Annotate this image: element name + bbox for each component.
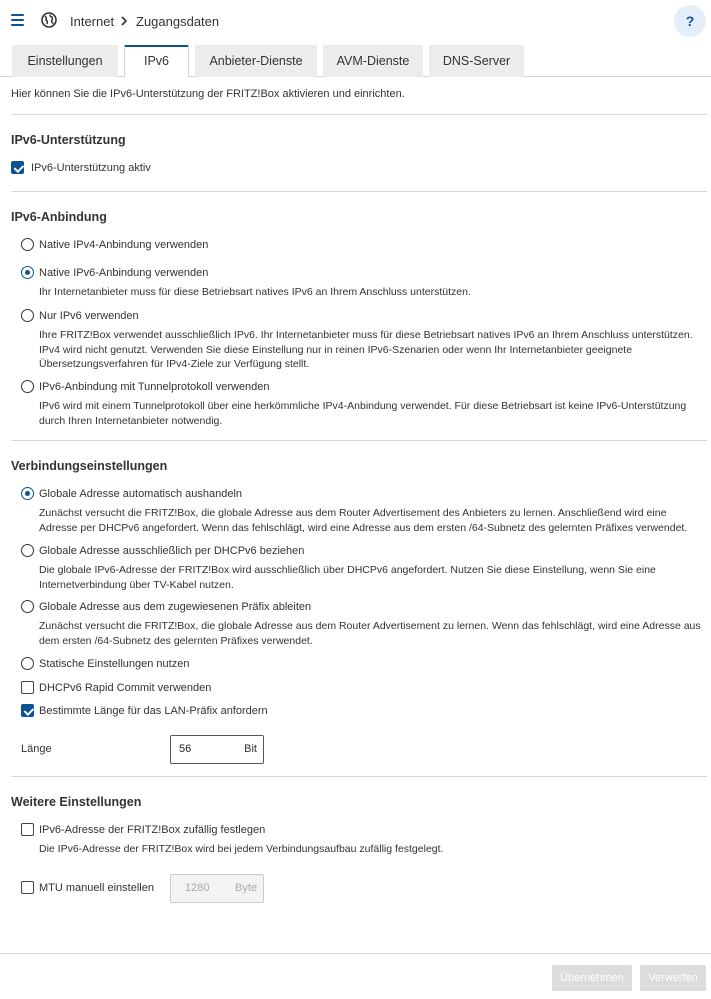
option-label: Globale Adresse aus dem zugewiesenen Präfix ableiten [39,601,312,613]
radio-button[interactable] [21,266,34,279]
mtu-checkbox[interactable] [21,881,34,894]
footer-divider [0,953,711,954]
option-label: Native IPv4-Anbindung verwenden [39,239,209,251]
apply-button[interactable]: Übernehmen [552,965,632,991]
radio-button[interactable] [21,657,34,670]
tab-ipv6[interactable]: IPv6 [124,45,189,78]
tab-dns-server[interactable]: DNS-Server [429,45,524,77]
mtu-unit: Byte [234,882,257,894]
length-unit: Bit [244,743,257,755]
rapid-commit-label: DHCPv6 Rapid Commit verwenden [39,682,212,694]
section-title-verbindung: Verbindungseinstellungen [11,459,168,473]
radio-button[interactable] [21,544,34,557]
top-bar [0,0,711,44]
section-title-weitere: Weitere Einstellungen [11,795,142,809]
mtu-value: 1280 [185,882,210,894]
radio-button[interactable] [21,600,34,613]
length-value: 56 [179,743,192,755]
menu-icon[interactable] [11,14,24,26]
tab-avm-dienste[interactable]: AVM-Dienste [323,45,423,77]
random-address-label: IPv6-Adresse der FRITZ!Box zufällig festlegen [39,824,266,836]
prefix-length-label: Bestimmte Länge für das LAN-Präfix anfordern [39,705,268,717]
option-label: Nur IPv6 verwenden [39,310,139,322]
option-description: Ihre FRITZ!Box verwendet ausschließlich IPv6. Ihr Internetanbieter muss für diese Betriebsart natives IPv6 an Ihrem Anschluss unterstützen. IPv4 wird nicht genutzt. Verwenden Sie diese Einstellung nur in reinen IPv6-Szenarien oder wenn Ihr Internetanbieter geeignete Übersetzungsverfahren für IPv4-Ziele zur Verfügung stellt. [39,329,693,370]
breadcrumb-internet[interactable]: Internet [70,14,115,29]
option-label: Globale Adresse automatisch aushandeln [39,488,243,500]
option-label: IPv6-Anbindung mit Tunnelprotokoll verwenden [39,381,270,393]
chevron-right-icon [119,14,129,28]
length-input[interactable] [170,735,264,764]
discard-button[interactable]: Verwerfen [640,965,706,991]
support-checkbox-label: IPv6-Unterstützung aktiv [31,162,151,174]
section-title-support: IPv6-Unterstützung [11,133,126,147]
tab-bar [0,45,711,77]
mtu-label: MTU manuell einstellen [39,882,154,894]
random-address-checkbox[interactable] [21,823,34,836]
option-label: Statische Einstellungen nutzen [39,658,190,670]
radio-button[interactable] [21,309,34,322]
option-description: Zunächst versucht die FRITZ!Box, die globale Adresse aus dem Router Advertisement zu lernen. Wenn das fehlschlägt, wird eine Adresse aus dem ersten /64-Subnetz des gelernten Präfixes verwendet. [39,620,701,647]
support-checkbox[interactable] [11,161,24,174]
option-description: IPv6 wird mit einem Tunnelprotokoll über eine herkömmliche IPv4-Anbindung verwendet. Für diese Betriebsart ist keine IPv6-Unterstützung durch Ihren Internetanbieter notwendig. [39,400,687,427]
divider [11,440,707,441]
rapid-commit-checkbox[interactable] [21,681,34,694]
radio-button[interactable] [21,238,34,251]
intro-text: Hier können Sie die IPv6-Unterstützung der FRITZ!Box aktivieren und einrichten. [11,88,405,100]
divider [11,191,707,192]
length-field-label: Länge [21,743,52,755]
option-description: Zunächst versucht die FRITZ!Box, die globale Adresse aus dem Router Advertisement des Anbieters zu lernen. Anschließend wird eine Adresse per DHCPv6 angefordert. Wenn das fehlschlägt, wird eine Adresse aus dem ersten /64-Subnetz des gelernten Präfixes verwendet. [39,507,688,534]
tab-anbieter-dienste[interactable]: Anbieter-Dienste [195,45,317,77]
random-address-description: Die IPv6-Adresse der FRITZ!Box wird bei jedem Verbindungsaufbau zufällig festgelegt. [39,843,444,855]
breadcrumb-zugangsdaten: Zugangsdaten [136,14,220,29]
tab-einstellungen[interactable]: Einstellungen [12,45,118,77]
globe-icon [41,12,57,28]
option-label: Globale Adresse ausschließlich per DHCPv6 beziehen [39,545,305,557]
radio-button[interactable] [21,487,34,500]
option-description: Die globale IPv6-Adresse der FRITZ!Box wird ausschließlich über DHCPv6 angefordert. Nutzen Sie diese Einstellung, wenn Sie eine Internetverbindung über TV-Kabel nutzen. [39,564,656,591]
section-title-anbindung: IPv6-Anbindung [11,210,107,224]
divider [11,114,707,115]
divider [11,776,707,777]
radio-button[interactable] [21,380,34,393]
prefix-length-checkbox[interactable] [21,704,34,717]
option-label: Native IPv6-Anbindung verwenden [39,267,209,279]
option-description: Ihr Internetanbieter muss für diese Betriebsart natives IPv6 an Ihrem Anschluss unterstützen. [39,286,471,298]
help-button[interactable]: ? [674,5,706,37]
mtu-input[interactable] [170,874,264,903]
